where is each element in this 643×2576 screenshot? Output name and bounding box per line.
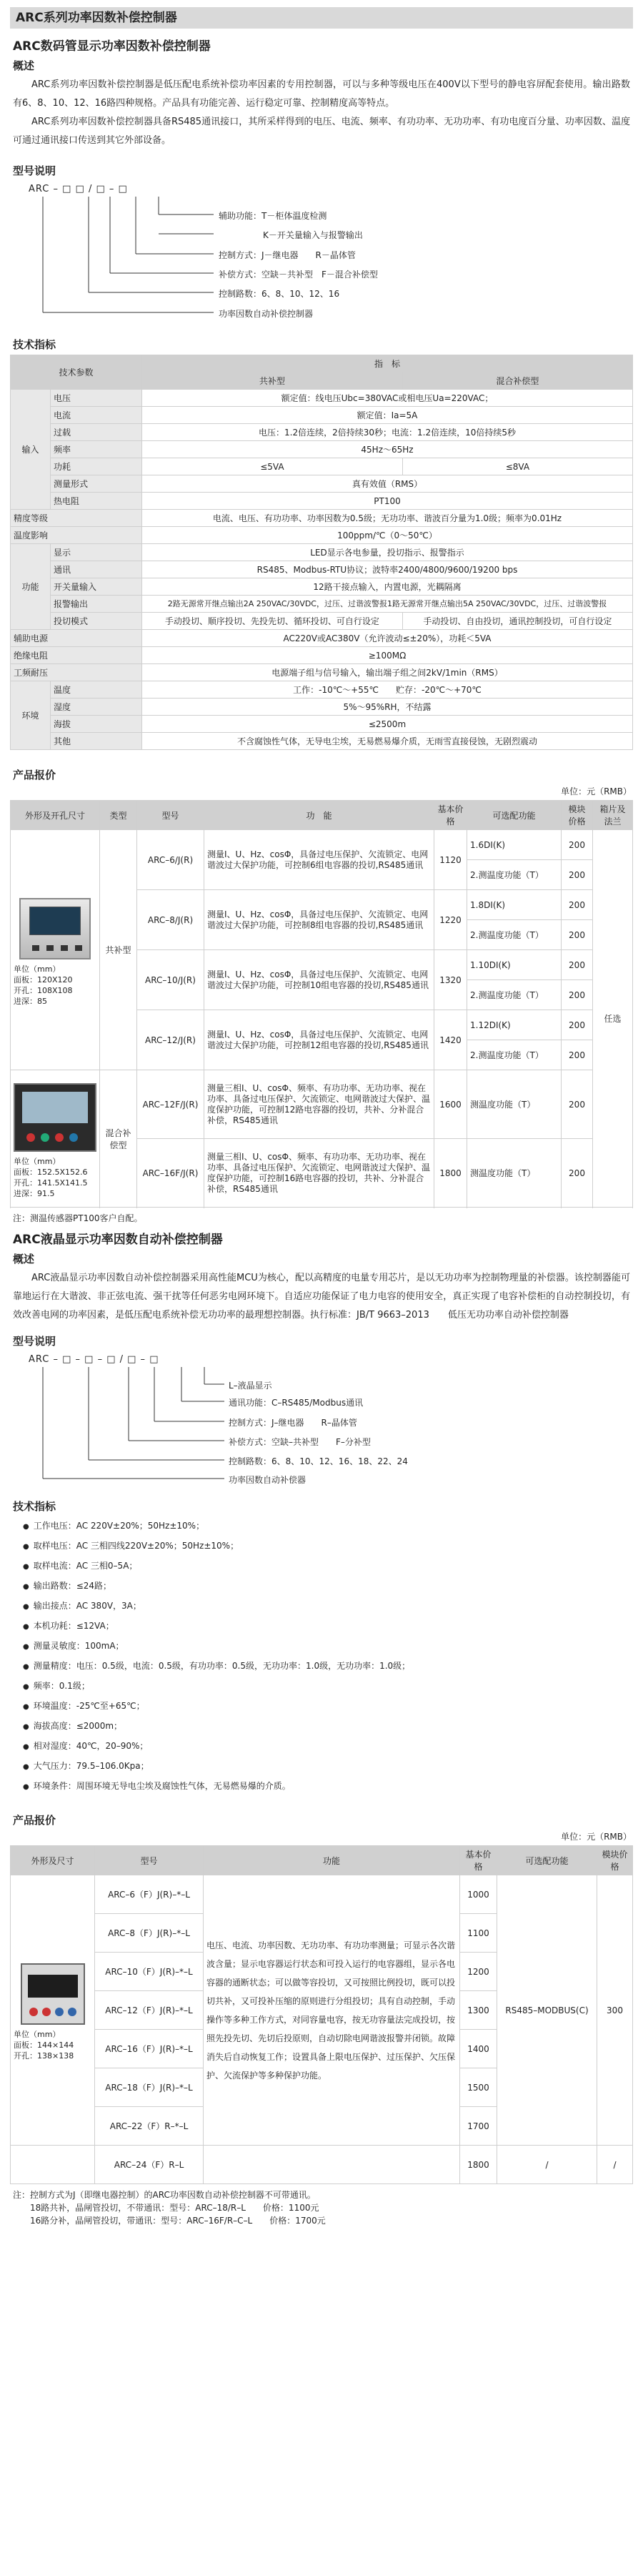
- function: 测量I、U、Hz、cosΦ，具备过电压保护、欠流锁定、电网谐波过大保护功能，可控制8组电容器的投切,RS485通讯: [204, 890, 434, 950]
- empty-cell: [204, 2146, 460, 2184]
- price-col: 基本价格: [460, 1846, 497, 1875]
- model-label-product: 功率因数自动补偿控制器: [219, 309, 314, 319]
- price-col: 功 能: [204, 801, 434, 830]
- mixed-device-cell: [11, 1070, 100, 1208]
- note-line: 注：控制方式为J（即继电器控制）的ARC功率因数自动补偿控制器不可带通讯。: [13, 2190, 316, 2200]
- spec-name: 湿度: [51, 699, 142, 716]
- model-label-compensation: 补偿方式：空缺–共补型 F–分补型: [229, 1437, 371, 1447]
- s1-overview-heading: 概述: [13, 59, 35, 72]
- spec-value: 额定值：Ia=5A: [142, 407, 633, 424]
- model: ARC–22（F）R–*–L: [95, 2107, 204, 2146]
- base-price: 1400: [460, 2030, 497, 2068]
- list-item: ● 频率：0.1级；: [23, 1677, 633, 1697]
- list-item: ● 本机功耗：≤12VA；: [23, 1617, 633, 1637]
- model: ARC–8（F）J(R)–*–L: [95, 1914, 204, 1953]
- s2-overview-heading: 概述: [13, 1253, 35, 1265]
- option-price: 200: [562, 1139, 593, 1208]
- spec-name: 电流: [51, 407, 142, 424]
- empty-cell: [11, 2146, 95, 2184]
- spec-name: 热电阻: [51, 493, 142, 510]
- model: ARC–6（F）J(R)–*–L: [95, 1875, 204, 1914]
- list-item: ● 环境温度：-25℃至+65℃；: [23, 1697, 633, 1717]
- spec-value: 不含腐蚀性气体，无导电尘埃，无易燃易爆介质，无雨雪直接侵蚀，无剧烈震动: [142, 733, 633, 750]
- spec-name: 电压: [51, 390, 142, 407]
- model-label-switch: K－开关量输入与报警输出: [263, 230, 363, 240]
- price-col: 模块价格: [562, 801, 593, 830]
- base-price: 1120: [434, 830, 467, 890]
- model: ARC–16（F）J(R)–*–L: [95, 2030, 204, 2068]
- list-item: ● 测量灵敏度：100mA；: [23, 1637, 633, 1657]
- list-item: ● 海拔高度：≤2000m；: [23, 1717, 633, 1737]
- list-item: ● 大气压力：79.5–106.0Kpa；: [23, 1757, 633, 1777]
- spec-value-mixed: 手动投切、自由投切，通讯控制投切，可自行设定: [402, 613, 632, 630]
- spec-value: AC220V或AC380V（允许波动≤±20%），功耗＜5VA: [142, 630, 633, 647]
- option: 1.10DI(K): [467, 950, 562, 980]
- spec-value: 100ppm/℃（0～50℃）: [142, 527, 633, 544]
- option: 1.12DI(K): [467, 1010, 562, 1040]
- common-device-image: [19, 898, 91, 959]
- lcd-unit: 单位（mm） 面板：144×144 开孔：138×138: [14, 2030, 74, 2061]
- base-price: 1100: [460, 1914, 497, 1953]
- s1-note: 注：测温传感器PT100客户自配。: [13, 1213, 143, 1223]
- spec-value-common: ≤5VA: [142, 458, 403, 475]
- model-label-channels: 控制路数：6、8、10、12、16: [219, 289, 340, 299]
- base-price: 1200: [460, 1953, 497, 1991]
- option-price: 200: [562, 950, 593, 980]
- spec-value: 电流、电压、有功功率、功率因数为0.5级；无功功率、谐波百分量为1.0级；频率为0.01Hz: [142, 510, 633, 527]
- spec-value: 额定值：线电压Ubc=380VAC或相电压Ua=220VAC；: [142, 390, 633, 407]
- option-price: 200: [562, 1010, 593, 1040]
- mixed-device-image: [14, 1083, 96, 1152]
- s2-spec-list: [23, 1516, 633, 1797]
- optional-function: RS485–MODBUS(C): [497, 1875, 597, 2146]
- spec-name: 温度影响: [11, 527, 142, 544]
- spec-value: 12路干接点输入，内置电源，光耦隔离: [142, 578, 633, 596]
- price-col: 类型: [100, 801, 137, 830]
- s1-model-diagram: [10, 184, 633, 327]
- s1-spec-heading: 技术指标: [13, 338, 56, 351]
- function: 测量I、U、Hz、cosΦ，具备过电压保护、欠流锁定、电网谐波过大保护功能，可控制12组电容器的投切,RS485通讯: [204, 1010, 434, 1070]
- s2-model-diagram: [10, 1354, 633, 1489]
- model: ARC–18（F）J(R)–*–L: [95, 2068, 204, 2107]
- s2-overview: ARC液晶显示功率因数自动补偿控制器采用高性能MCU为核心，配以高精度的电量专用芯片，是以无功功率为控制物理量的补偿器。该控制器能可靠地运行在大谐波、非正弦电流、强干扰等任何恶劣电网环境下。自适应功能保证了电力电容的使用安全，真正实现了电容补偿柜的自动控制投切，有效改善电网的功率因素，是低压配电系统补偿无功功率的最理想控制器。执行标准：JB/T 9663–2013 低压无功功率自动补偿控制器: [13, 1273, 630, 1321]
- spec-value: 5%～95%RH，不结露: [142, 699, 633, 716]
- type-mixed: 混合补偿型: [100, 1070, 137, 1208]
- model: ARC–12（F）J(R)–*–L: [95, 1991, 204, 2030]
- base-price: 1420: [434, 1010, 467, 1070]
- common-device-cell: [11, 830, 100, 1070]
- spec-name: 通讯: [51, 561, 142, 578]
- spec-cat-function: 功能: [11, 544, 51, 630]
- list-item: ● 测量精度：电压：0.5级，电流：0.5级，有功功率：0.5级，无功功率：1.0级，无功功率：1.0级；: [23, 1657, 633, 1677]
- optional-all: 任选: [593, 830, 633, 1208]
- model-label-compensation: 补偿方式：空缺－共补型 F－混合补偿型: [219, 270, 378, 280]
- model-code: ARC – □ □ / □ – □: [29, 184, 128, 194]
- section1-title: ARC数码管显示功率因数补偿控制器: [13, 39, 211, 54]
- type-common: 共补型: [100, 830, 137, 1070]
- list-item: ● 输出接点：AC 380V，3A；: [23, 1597, 633, 1617]
- model-code: ARC – □ – □ – □ / □ – □: [29, 1354, 159, 1365]
- option: 2.测温度功能（T）: [467, 980, 562, 1010]
- s2-spec-heading: 技术指标: [13, 1500, 56, 1513]
- price-col: 功能: [204, 1846, 460, 1875]
- price-col: 可选配功能: [497, 1846, 597, 1875]
- base-price: 1800: [434, 1139, 467, 1208]
- s1-price-heading: 产品报价: [13, 769, 56, 781]
- model: ARC–8/J(R): [137, 890, 204, 950]
- optional-function: /: [497, 2146, 597, 2184]
- option-price: 200: [562, 830, 593, 860]
- list-item: ● 相对湿度：40℃，20–90%；: [23, 1737, 633, 1757]
- s1-price-unit: 单位：元（RMB）: [561, 786, 632, 796]
- module-price: 300: [597, 1875, 633, 2146]
- option: 测温度功能（T）: [467, 1139, 562, 1208]
- model-label-lcd: L–液晶显示: [229, 1381, 272, 1391]
- function: 测量I、U、Hz、cosΦ，具备过电压保护、欠流锁定、电网谐波过大保护功能，可控制6组电容器的投切,RS485通讯: [204, 830, 434, 890]
- option-price: 200: [562, 1040, 593, 1070]
- model: ARC–10/J(R): [137, 950, 204, 1010]
- list-item: ● 取样电流：AC 三相0–5A；: [23, 1556, 633, 1576]
- model-label-comm: 通讯功能：C–RS485/Modbus通讯: [229, 1398, 364, 1408]
- spec-value: 工作：-10℃～+55℃ 贮存：-20℃～+70℃: [142, 681, 633, 699]
- list-item: ● 取样电压：AC 三相四线220V±20%；50Hz±10%；: [23, 1536, 633, 1556]
- price-table-2: [10, 1845, 633, 2184]
- price-col: 基本价格: [434, 801, 467, 830]
- base-price: 1600: [434, 1070, 467, 1139]
- price-col: 外形及开孔尺寸: [11, 801, 100, 830]
- option-price: 200: [562, 920, 593, 950]
- mixed-unit: 单位（mm） 面板：152.5X152.6 开孔：141.5X141.5 进深：91.5: [14, 1156, 88, 1198]
- option-price: 200: [562, 980, 593, 1010]
- price-col: 模块价格: [597, 1846, 633, 1875]
- spec-name: 绝缘电阻: [11, 647, 142, 664]
- s1-overview-p2: ARC系列功率因数补偿控制器具备RS485通讯接口，其所采样得到的电压、电流、频率、有功功率、无功功率、有功电度百分量、功率因数、温度可通过通讯接口传送到其它外部设备。: [13, 117, 630, 146]
- option: 1.6DI(K): [467, 830, 562, 860]
- spec-name: 精度等级: [11, 510, 142, 527]
- spec-name: 频率: [51, 441, 142, 458]
- function: 测量三相I、U、cosΦ、频率、有功功率、无功功率、视在功率、具备过电压保护、欠流锁定、电网谐波过大保护、温度保护功能，可控制12路电容器的投切，共补、分补混合补偿，RS485通讯: [204, 1070, 434, 1139]
- model-label-control: 控制方式：J－继电器 R－晶体管: [219, 250, 356, 260]
- option-price: 200: [562, 860, 593, 890]
- price-table-1: [10, 800, 633, 1208]
- spec-value: 45Hz～65Hz: [142, 441, 633, 458]
- spec-name: 温度: [51, 681, 142, 699]
- model: ARC–12/J(R): [137, 1010, 204, 1070]
- spec-value: 电压：1.2倍连续，2倍持续30秒；电流：1.2倍连续，10倍持续5秒: [142, 424, 633, 441]
- option: 测温度功能（T）: [467, 1070, 562, 1139]
- spec-name: 其他: [51, 733, 142, 750]
- option: 1.8DI(K): [467, 890, 562, 920]
- function: 测量I、U、Hz、cosΦ，具备过电压保护、欠流锁定、电网谐波过大保护功能，可控制10组电容器的投切,RS485通讯: [204, 950, 434, 1010]
- option-price: 200: [562, 890, 593, 920]
- function: 电压、电流、功率因数、无功功率、有功功率测量；可显示各次谐波含量；显示电容器运行状态和可投入运行的电容器组，显示各电容器的通断状态；可以做等容投切，又可按照比例投切，既可以投切共补，又可投补压缩的原则进行分组投切；具有自动控制，手动操作等多种工作方式，对同容量电容，按无功容量法完成投切，按照先投先切、先切后投原则，自动切除电网谐波报警并闭锁。故障消失后自动恢复工作；设置具备上限电压保护、过压保护、欠压保护、欠流保护等多种保护功能。: [204, 1875, 460, 2146]
- base-price: 1700: [460, 2107, 497, 2146]
- function: 测量三相I、U、cosΦ、频率、有功功率、无功功率、视在功率、具备过电压保护、欠流锁定、电网谐波过大保护、温度保护功能，可控制16路电容器的投切，共补、分补混合补偿，RS485通讯: [204, 1139, 434, 1208]
- list-item: ● 环境条件：周围环境无导电尘埃及腐蚀性气体，无易燃易爆的介质。: [23, 1777, 633, 1797]
- spec-name: 开关量输入: [51, 578, 142, 596]
- model: ARC–6/J(R): [137, 830, 204, 890]
- base-price: 1320: [434, 950, 467, 1010]
- list-item: ● 输出路数：≤24路；: [23, 1576, 633, 1597]
- model-label-channels: 控制路数：6、8、10、12、16、18、22、24: [229, 1456, 408, 1466]
- base-price: 1500: [460, 2068, 497, 2107]
- base-price: 1000: [460, 1875, 497, 1914]
- model: ARC–12F/J(R): [137, 1070, 204, 1139]
- note-line: 16路分补，晶闸管投切，带通讯：型号：ARC–16F/R–C–L 价格：1700元: [13, 2216, 326, 2226]
- spec-col-param: 技术参数: [11, 355, 142, 390]
- price-col: 型号: [95, 1846, 204, 1875]
- s2-model-heading: 型号说明: [13, 1335, 56, 1348]
- s2-price-heading: 产品报价: [13, 1814, 56, 1827]
- model: ARC–24（F）R–L: [95, 2146, 204, 2184]
- spec-cat-env: 环境: [11, 681, 51, 750]
- lcd-device-cell: [11, 1875, 95, 2146]
- s2-price-unit: 单位：元（RMB）: [561, 1832, 632, 1842]
- option: 2.测温度功能（T）: [467, 920, 562, 950]
- lcd-device-image: [21, 1963, 85, 2025]
- price-col: 型号: [137, 801, 204, 830]
- model: ARC–16F/J(R): [137, 1139, 204, 1208]
- s1-model-heading: 型号说明: [13, 164, 56, 177]
- s2-notes: [13, 2188, 630, 2227]
- spec-name: 显示: [51, 544, 142, 561]
- spec-col-mixed: 混合补偿型: [402, 372, 632, 390]
- spec-value: ≥100MΩ: [142, 647, 633, 664]
- note-line: 18路共补，晶闸管投切，不带通讯：型号：ARC–18/R–L 价格：1100元: [13, 2203, 319, 2213]
- price-col: 外形及尺寸: [11, 1846, 95, 1875]
- spec-value: 2路无源常开继点输出2A 250VAC/30VDC，过压、过谐波警报1路无源常开继点输出5A 250VAC/30VDC，过压、过谐波警报: [142, 596, 633, 613]
- spec-value: RS485、Modbus-RTU协议；波特率2400/4800/9600/19200 bps: [142, 561, 633, 578]
- model: ARC–10（F）J(R)–*–L: [95, 1953, 204, 1991]
- list-item: ● 工作电压：AC 220V±20%；50Hz±10%；: [23, 1516, 633, 1536]
- spec-name: 功耗: [51, 458, 142, 475]
- common-unit: 单位（mm） 面板：120X120 开孔：108X108 进深：85: [14, 964, 73, 1006]
- spec-value: PT100: [142, 493, 633, 510]
- spec-name: 过载: [51, 424, 142, 441]
- spec-value-common: 手动投切、顺序投切、先投先切、循环投切、可自行设定: [142, 613, 403, 630]
- spec-name: 投切模式: [51, 613, 142, 630]
- spec-value: 电源端子组与信号输入，输出端子组之间2kV/1min（RMS）: [142, 664, 633, 681]
- spec-table: [10, 355, 633, 750]
- spec-cat-input: 输入: [11, 390, 51, 510]
- spec-col-common: 共补型: [142, 372, 403, 390]
- s1-overview-p1: ARC系列功率因数补偿控制器是低压配电系统补偿功率因素的专用控制器，可以与多种等级电压在400V以下型号的静电容屏配套使用。输出路数有6、8、10、12、16路四种规格。产品具有功能完善、运行稳定可靠、控制精度高等特点。: [13, 79, 630, 109]
- price-col: 可选配功能: [467, 801, 562, 830]
- base-price: 1800: [460, 2146, 497, 2184]
- spec-value: LED显示各电参量，投切指示、报警指示: [142, 544, 633, 561]
- option-price: 200: [562, 1070, 593, 1139]
- model-label-product: 功率因数自动补偿器: [229, 1475, 306, 1485]
- base-price: 1220: [434, 890, 467, 950]
- spec-col-index: 指 标: [142, 355, 633, 372]
- option: 2.测温度功能（T）: [467, 860, 562, 890]
- spec-name: 测量形式: [51, 475, 142, 493]
- spec-value-mixed: ≤8VA: [402, 458, 632, 475]
- model-label-aux: 辅助功能：T－柜体温度检测: [219, 211, 327, 221]
- spec-value: 真有效值（RMS）: [142, 475, 633, 493]
- banner: ARC系列功率因数补偿控制器: [10, 7, 633, 29]
- spec-value: ≤2500m: [142, 716, 633, 733]
- module-price: /: [597, 2146, 633, 2184]
- spec-name: 海拔: [51, 716, 142, 733]
- base-price: 1300: [460, 1991, 497, 2030]
- spec-name: 工频耐压: [11, 664, 142, 681]
- model-label-control: 控制方式：J–继电器 R–晶体管: [229, 1418, 357, 1428]
- option: 2.测温度功能（T）: [467, 1040, 562, 1070]
- spec-name: 报警输出: [51, 596, 142, 613]
- section2-title: ARC液晶显示功率因数自动补偿控制器: [13, 1233, 223, 1247]
- price-col: 箱片及法兰: [593, 801, 633, 830]
- spec-name: 辅助电源: [11, 630, 142, 647]
